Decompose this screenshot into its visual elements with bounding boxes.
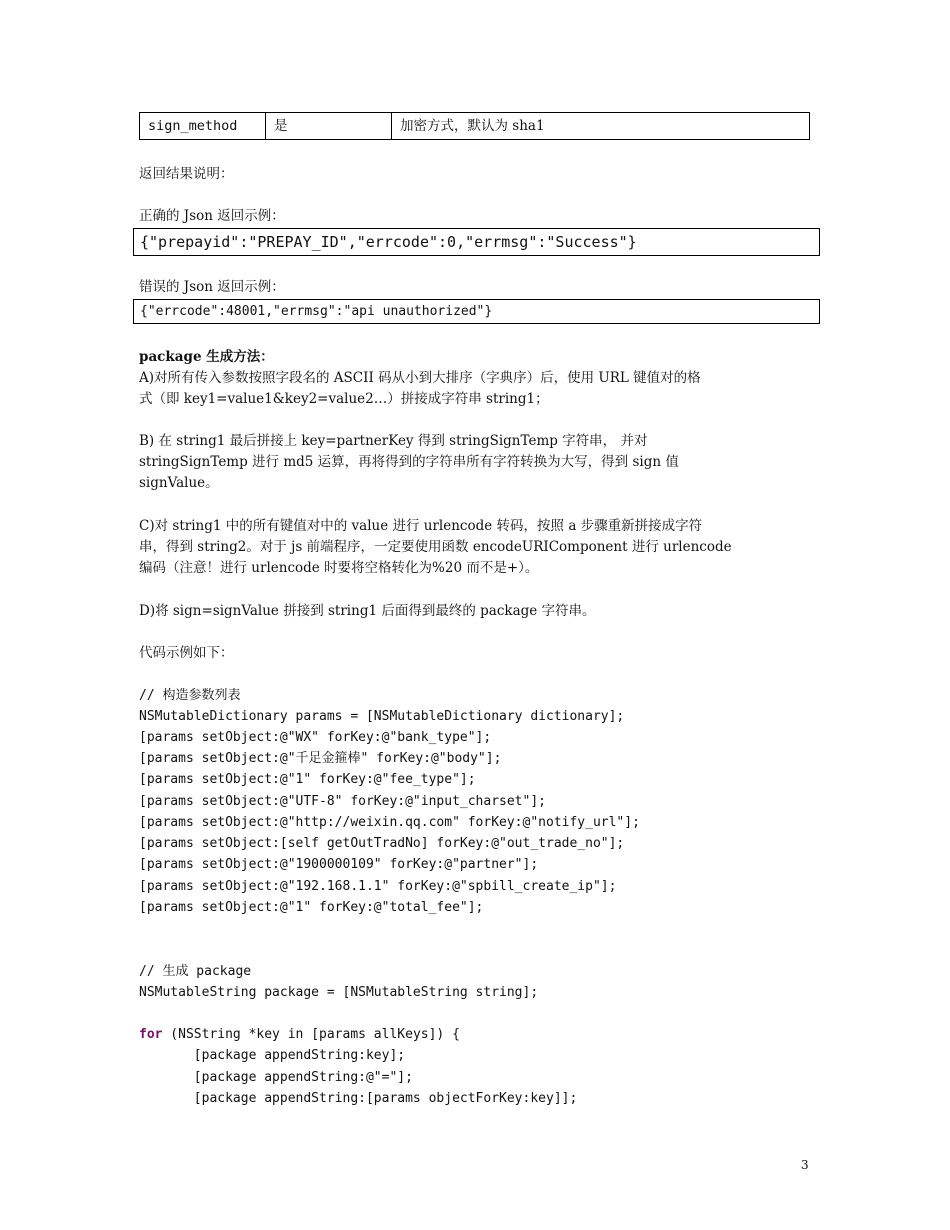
step-a-line-1: A)对所有传入参数按照字段名的 ASCII 码从小到大排序（字典序）后，使用 URL 键值对的格: [139, 370, 701, 386]
code-line: NSMutableString package = [NSMutableString string];: [139, 985, 539, 1000]
code-line: [params setObject:@"1" forKey:@"total_fee"];: [139, 900, 484, 915]
code-line: [params setObject:@"WX" forKey:@"bank_type"];: [139, 730, 492, 745]
code-line: [params setObject:@"千足金箍棒" forKey:@"body"];: [139, 751, 502, 766]
step-a-line-2: 式（即 key1=value1&key2=value2…）拼接成字符串 string1；: [139, 391, 549, 407]
code-line: [params setObject:@"UTF-8" forKey:@"input_charset"];: [139, 794, 546, 809]
package-heading: package 生成方法：: [139, 349, 274, 365]
code-line: NSMutableDictionary params = [NSMutableDictionary dictionary];: [139, 709, 625, 724]
code-line: [package appendString:key];: [139, 1048, 406, 1063]
code-for-keyword: for: [139, 1027, 163, 1042]
step-b-line-2: stringSignTemp 进行 md5 运算，再将得到的字符串所有字符转换为大写，得到 sign 值: [139, 454, 679, 470]
param-field-cell: sign_method: [140, 113, 266, 139]
code-line: [params setObject:[self getOutTradNo] forKey:@"out_trade_no"];: [139, 836, 625, 851]
step-b-line-1: B) 在 string1 最后拼接上 key=partnerKey 得到 stringSignTemp 字符串， 并对: [139, 433, 648, 449]
code-line: [params setObject:@"http://weixin.qq.com" forKey:@"notify_url"];: [139, 815, 640, 830]
step-c-line-1: C)对 string1 中的所有键值对中的 value 进行 urlencode 转码，按照 a 步骤重新拼接成字符: [139, 518, 703, 534]
code-comment-params: // 构造参数列表: [139, 688, 241, 703]
success-json-example: {"prepayid":"PREPAY_ID","errcode":0,"errmsg":"Success"}: [133, 228, 820, 256]
code-line: [params setObject:@"1900000109" forKey:@"partner"];: [139, 857, 539, 872]
page-number: 3: [801, 1158, 809, 1172]
step-c-line-3: 编码（注意！进行 urlencode 时要将空格转化为%20 而不是+）。: [139, 560, 539, 576]
result-heading: 返回结果说明：: [139, 166, 234, 182]
code-for-rest: (NSString *key in [params allKeys]) {: [162, 1027, 460, 1042]
code-intro: 代码示例如下：: [139, 645, 234, 661]
parameter-table-row: [139, 112, 810, 140]
param-description-cell: 加密方式，默认为 sha1: [400, 118, 545, 134]
param-required-cell: 是: [266, 113, 392, 139]
code-line: [params setObject:@"1" forKey:@"fee_type"];: [139, 772, 476, 787]
step-b-line-3: signValue。: [139, 475, 219, 491]
code-comment-package: // 生成 package: [139, 964, 252, 979]
step-c-line-2: 串，得到 string2。对于 js 前端程序，一定要使用函数 encodeURIComponent 进行 urlencode: [139, 539, 732, 555]
error-json-example: {"errcode":48001,"errmsg":"api unauthorized"}: [133, 299, 820, 324]
code-line: [package appendString:@"="];: [139, 1070, 413, 1085]
code-line: [package appendString:[params objectForKey:key]];: [139, 1091, 578, 1106]
step-d-line: D)将 sign=signValue 拼接到 string1 后面得到最终的 package 字符串。: [139, 603, 596, 619]
code-line: [params setObject:@"192.168.1.1" forKey:@"spbill_create_ip"];: [139, 879, 617, 894]
code-for-loop-line: [139, 1024, 460, 1045]
success-json-label: 正确的 Json 返回示例：: [139, 208, 285, 224]
error-json-label: 错误的 Json 返回示例：: [139, 279, 285, 295]
